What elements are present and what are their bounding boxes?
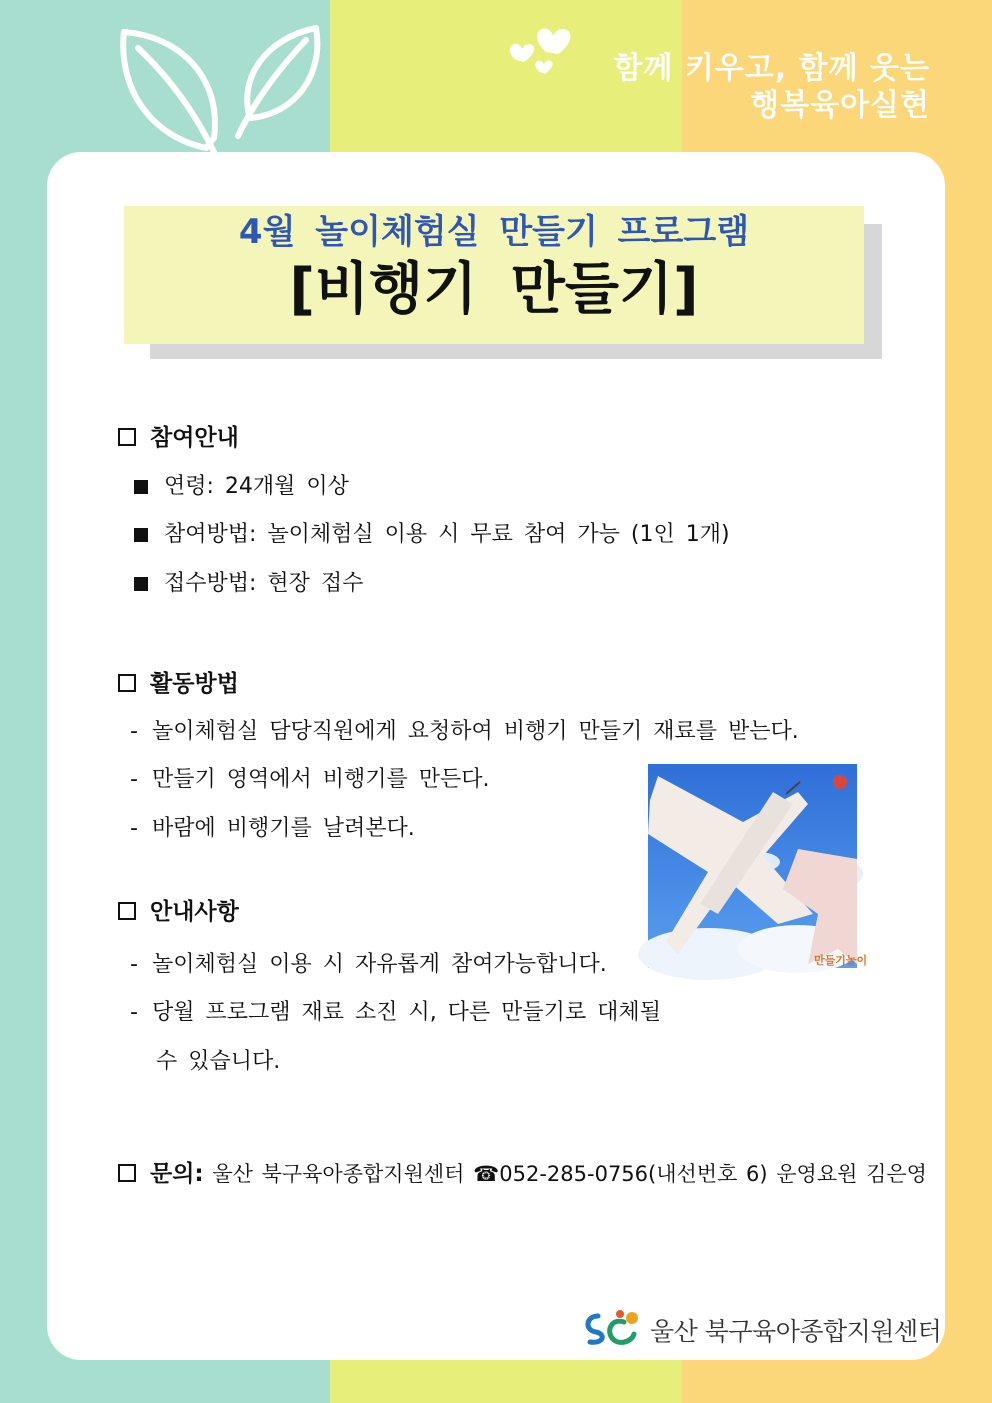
leaves-icon <box>110 18 340 158</box>
participation-heading-text: 참여안내 <box>150 425 239 451</box>
bullet-square-icon <box>134 480 148 494</box>
participation-item <box>118 569 363 599</box>
contact-line <box>118 1159 927 1189</box>
notice-item: - 놀이체험실 이용 시 자유롭게 참여가능합니다. <box>130 952 607 977</box>
activity-item: - 바람에 비행기를 날려본다. <box>130 816 415 841</box>
participation-item <box>118 472 349 502</box>
notice-heading <box>118 897 239 927</box>
photo-caption: 만들기놀이 <box>814 954 868 967</box>
slogan-line-2: 행복육아실현 <box>750 88 930 123</box>
footer-logo <box>582 1306 942 1350</box>
contact-text: 울산 북구육아종합지원센터 ☎052-285-0756(내선번호 6) 운영요원 김은영 <box>212 1162 927 1186</box>
activity-item: - 놀이체험실 담당직원에게 요청하여 비행기 만들기 재료를 받는다. <box>130 719 799 744</box>
notice-item-continued <box>156 1047 280 1077</box>
center-logo-icon <box>582 1308 644 1348</box>
activity-item-text: 만들기 영역에서 비행기를 만든다. <box>151 767 490 792</box>
participation-item-text: 참여방법: 놀이체험실 이용 시 무료 참여 가능 (1인 1개) <box>164 522 730 547</box>
title-box <box>124 206 864 344</box>
airplane-photo <box>648 764 868 968</box>
contact-label: 문의: <box>150 1161 204 1187</box>
activity-heading-text: 활동방법 <box>150 671 239 697</box>
program-subtitle: 4월 놀이체험실 만들기 프로그램 <box>238 212 750 252</box>
notice-item-text: 수 있습니다. <box>156 1049 281 1074</box>
activity-item: - 만들기 영역에서 비행기를 만든다. <box>130 767 490 792</box>
bullet-square-icon <box>134 577 148 591</box>
notice-item: - 당월 프로그램 재료 소진 시, 다른 만들기로 대체될 <box>130 1000 661 1025</box>
notice-item-text: 당월 프로그램 재료 소진 시, 다른 만들기로 대체될 <box>151 1000 661 1025</box>
activity-item-text: 바람에 비행기를 날려본다. <box>151 816 415 841</box>
activity-heading <box>118 669 239 699</box>
participation-item <box>118 520 730 550</box>
program-title: [비행기 만들기] <box>289 257 699 322</box>
header-slogan <box>613 50 930 124</box>
checkbox-icon <box>118 674 136 692</box>
hearts-icon <box>506 24 576 76</box>
footer-org-name: 울산 북구육아종합지원센터 <box>650 1317 942 1346</box>
activity-item-text: 놀이체험실 담당직원에게 요청하여 비행기 만들기 재료를 받는다. <box>151 719 799 744</box>
slogan-line-1: 함께 키우고, 함께 웃는 <box>613 51 930 86</box>
checkbox-icon <box>118 1164 136 1182</box>
participation-item-text: 접수방법: 현장 접수 <box>164 571 364 596</box>
bullet-square-icon <box>134 528 148 542</box>
participation-item-text: 연령: 24개월 이상 <box>164 474 349 499</box>
checkbox-icon <box>118 428 136 446</box>
notice-heading-text: 안내사항 <box>150 899 239 925</box>
checkbox-icon <box>118 902 136 920</box>
notice-item-text: 놀이체험실 이용 시 자유롭게 참여가능합니다. <box>151 952 607 977</box>
participation-heading <box>118 423 239 453</box>
